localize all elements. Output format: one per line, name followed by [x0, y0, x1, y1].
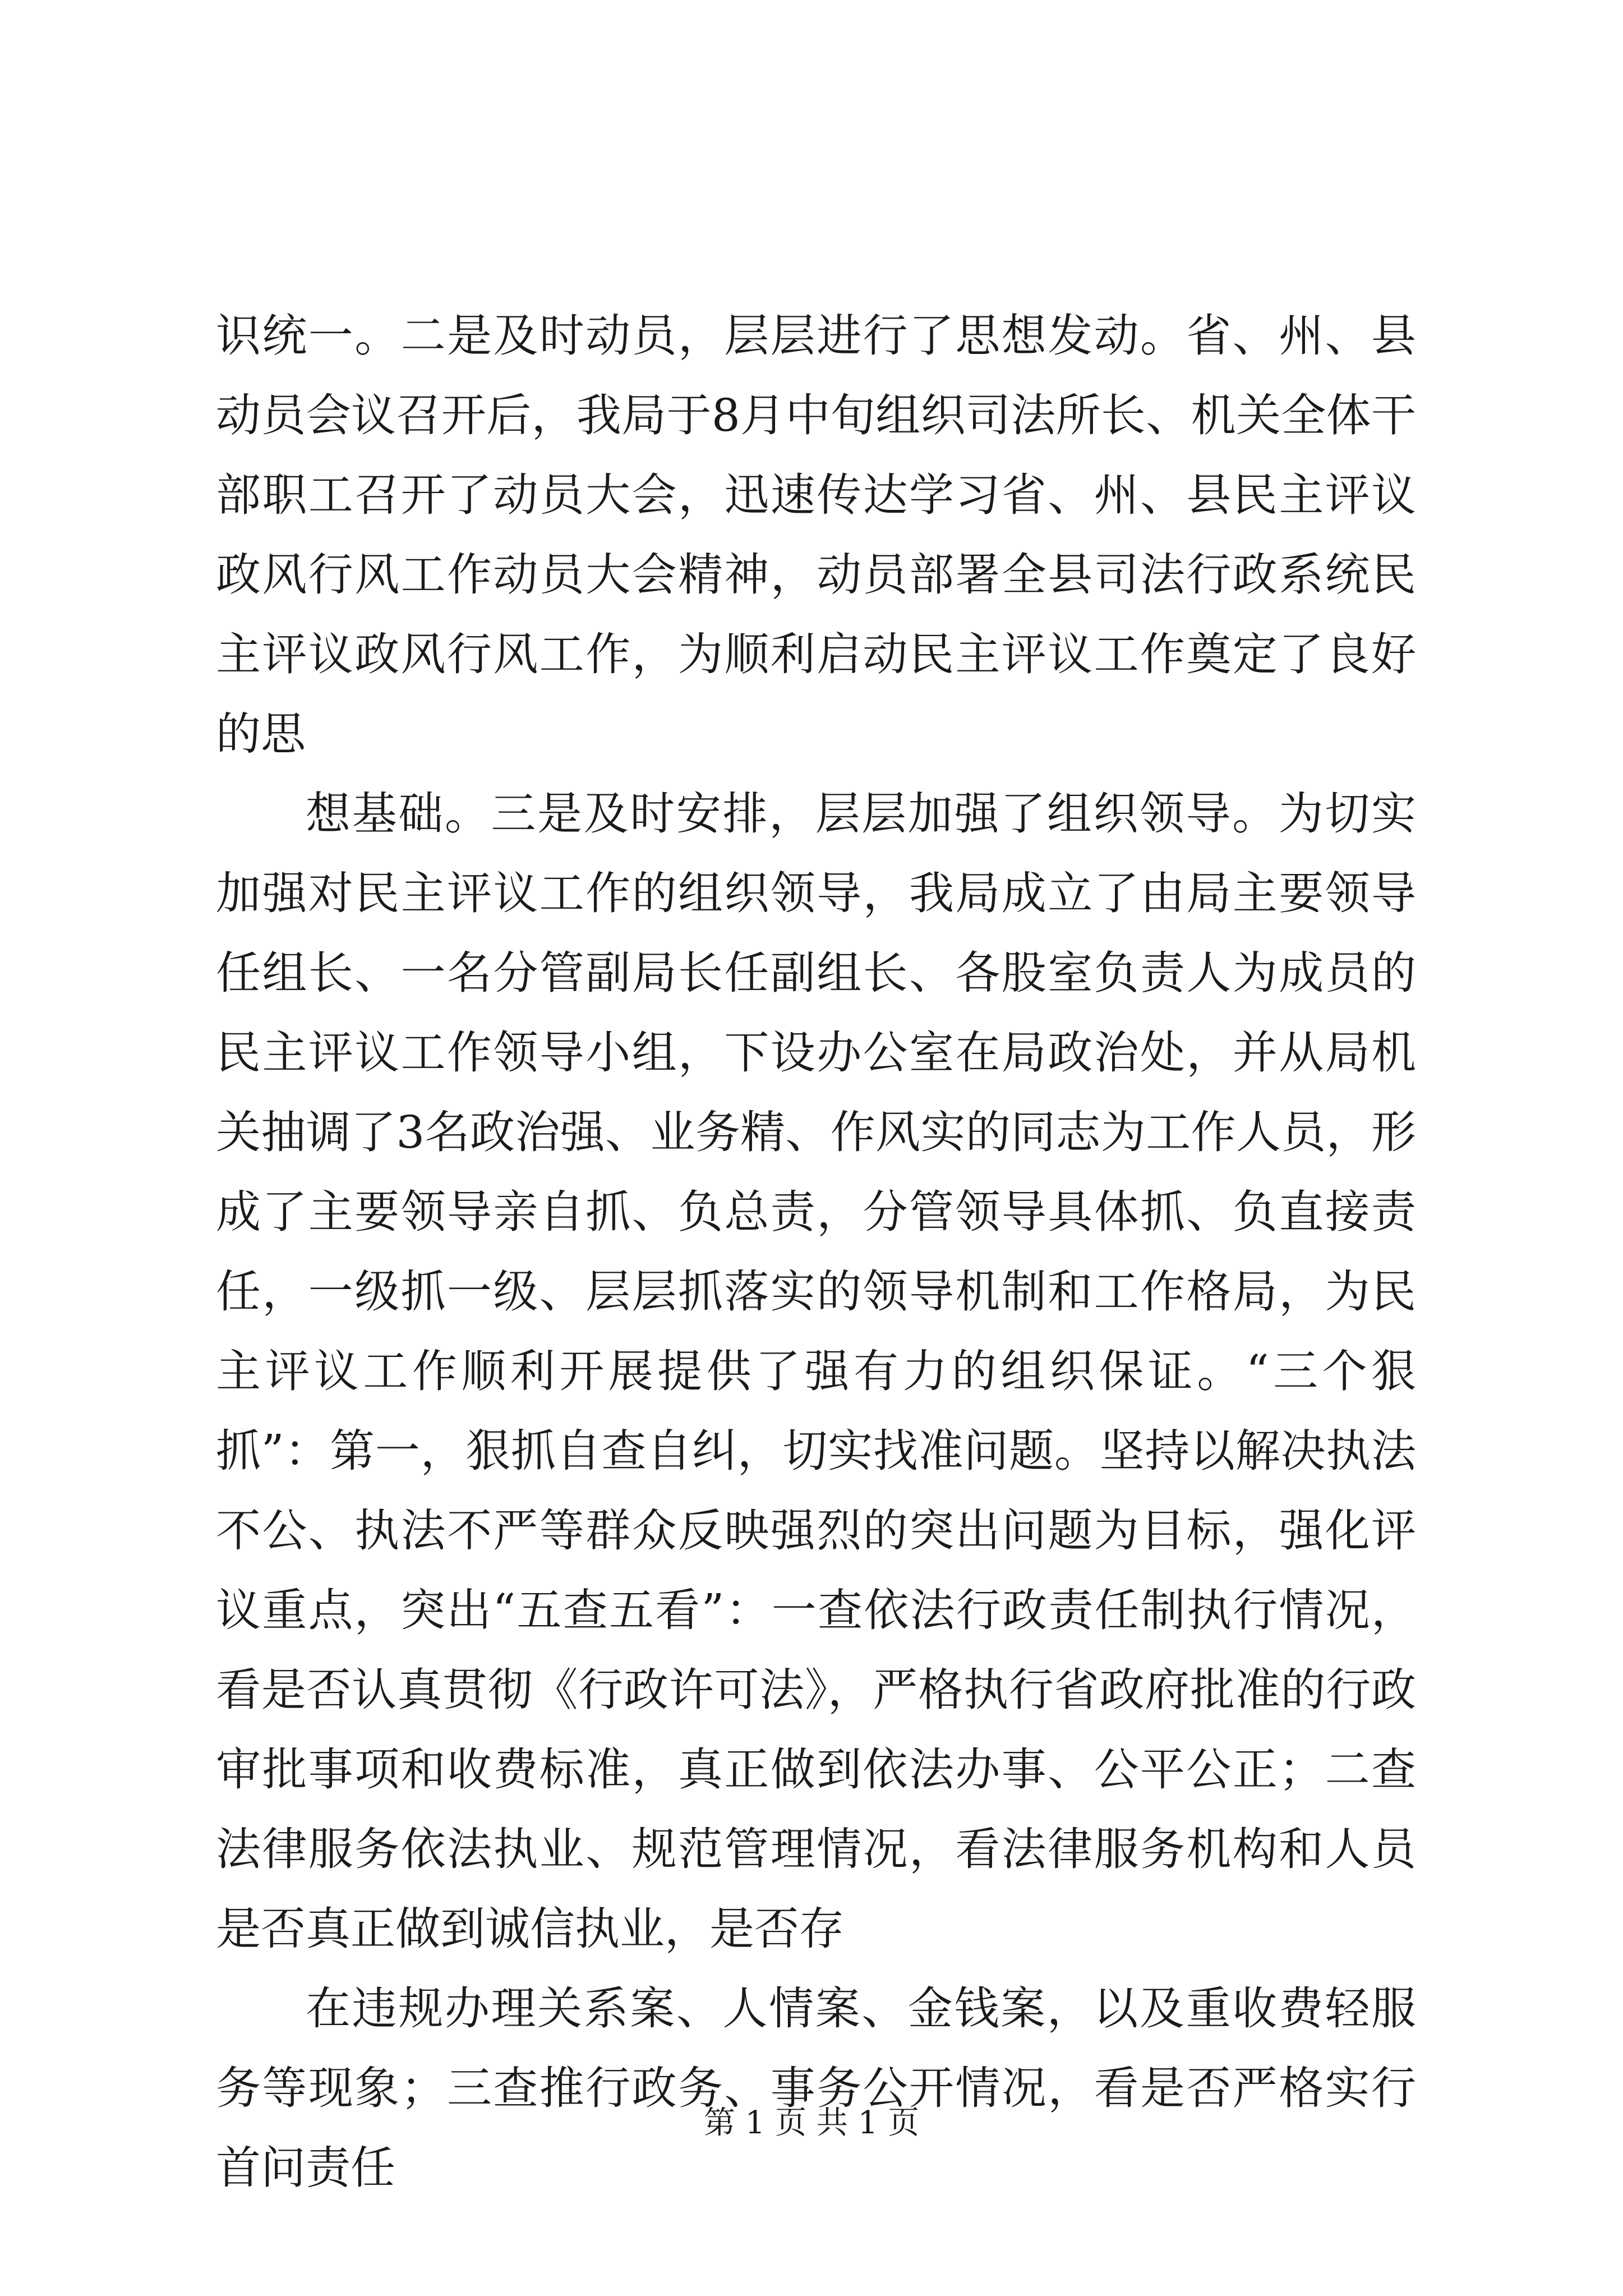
document-body [216, 296, 1416, 2208]
page-footer: 第 1 页 共 1 页 [703, 2105, 920, 2141]
paragraph-3: 在违规办理关系案、人情案、金钱案，以及重收费轻服务等现象；三查推行政务、事务公开情况，看是否严格实行首问责任 [216, 1982, 1416, 2194]
paragraph-2: 想基础。三是及时安排，层层加强了组织领导。为切实加强对民主评议工作的组织领导，我局成立了由局主要领导任组长、一名分管副局长任副组长、各股室负责人为成员的民主评议工作领导小组，下设办公室在局政治处，并从局机关抽调了3名政治强、业务精、作风实的同志为工作人员，形成了主要领导亲自抓、负总责，分管领导具体抓、负直接责任，一级抓一级、层层抓落实的领导机制和工作格局，为民主评议工作顺利开展提供了强有力的组织保证。“三个狠抓”：第一，狠抓自查自纠，切实找准问题。坚持以解决执法不公、执法不严等群众反映强烈的突出问题为目标，强化评议重点，突出“五查五看”：一查依法行政责任制执行情况，看是否认真贯彻《行政许可法》，严格执行省政府批准的行政审批事项和收费标准，真正做到依法办事、公平公正；二查法律服务依法执业、规范管理情况，看法律服务机构和人员是否真正做到诚信执业，是否存 [216, 788, 1416, 1955]
paragraph-1: 识统一。二是及时动员，层层进行了思想发动。省、州、县动员会议召开后，我局于8月中旬组织司法所长、机关全体干部职工召开了动员大会，迅速传达学习省、州、县民主评议政风行风工作动员大会精神，动员部署全县司法行政系统民主评议政风行风工作，为顺利启动民主评议工作奠定了良好的思 [216, 310, 1416, 760]
